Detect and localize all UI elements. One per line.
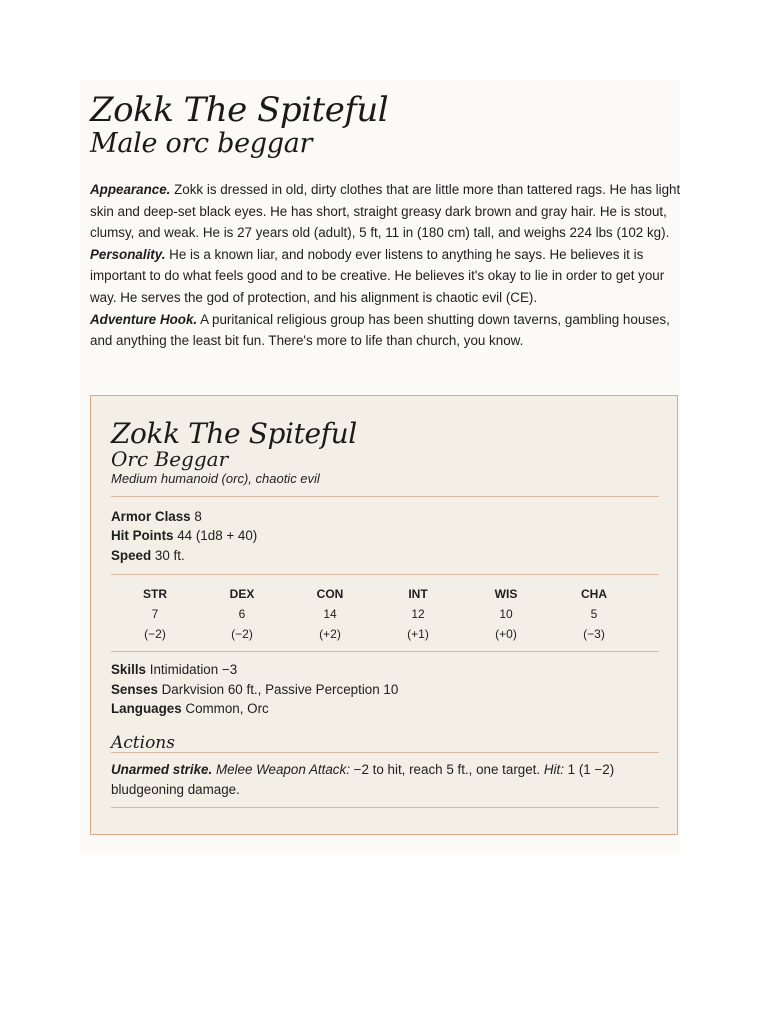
armor-class-value: 8 [190,509,202,524]
senses-value: Darkvision 60 ft., Passive Perception 10 [157,682,399,697]
ability-modifier: (+1) [407,627,429,641]
ability-modifier: (−2) [144,627,166,641]
ability-label: DEX [229,587,255,601]
ability-int [388,584,448,644]
ability-score: 6 [238,607,246,621]
personality-text: He is a known liar, and nobody ever listens to anything he says. He believes it is important to do what feels good and to be creative. He believes it's okay to lie in order to get your way. He serves the god of protection, and his alignment is chaotic evil (CE). [90,246,665,305]
hook-paragraph [90,309,686,352]
ability-str [125,584,185,644]
speed-label: Speed [111,548,152,563]
ability-label: CHA [581,587,607,601]
appearance-text: Zokk is dressed in old, dirty clothes that are little more than tattered rags. He has light skin and deep-set black eyes. He has short, straight greasy dark brown and gray hair. He is stout, clumsy, and weak. He is 27 years old (adult), 5 ft, 11 in (180 cm) tall, and weighs 224 lbs (102 kg). [90,182,681,241]
divider [111,752,659,753]
npc-subtitle: Male orc beggar [90,128,313,159]
ability-modifier: (+2) [319,627,341,641]
ability-score: 7 [151,607,159,621]
ability-con [300,584,360,644]
ability-score: 5 [590,607,598,621]
skills-line [111,660,237,679]
npc-description [90,179,686,352]
action-type: Melee Weapon Attack: [212,762,350,777]
languages-line [111,699,269,718]
action-damage: 1 (1 −2) bludgeoning damage. [111,762,615,797]
ability-cha [564,584,624,644]
languages-value: Common, Orc [181,701,269,716]
hit-points-line [111,526,257,545]
hit-points-label: Hit Points [111,528,174,543]
ability-wis [476,584,536,644]
ability-label: STR [143,587,167,601]
action-name: Unarmed strike. [111,762,213,777]
statblock-type: Orc Beggar [111,447,229,471]
npc-name: Zokk The Spiteful [90,90,389,130]
statblock-size-alignment: Medium humanoid (orc), chaotic evil [111,471,320,486]
armor-class-line [111,507,202,526]
senses-label: Senses [111,682,158,697]
action-hit-label: Hit: [543,762,564,777]
languages-label: Languages [111,701,182,716]
stat-block [90,395,678,835]
speed-value: 30 ft. [151,548,185,563]
hit-points-value: 44 (1d8 + 40) [173,528,258,543]
ability-modifier: (−2) [231,627,253,641]
hook-text: A puritanical religious group has been shutting down taverns, gambling houses, and anything the least bit fun. There's more to life than church, you know. [90,311,670,349]
ability-label: INT [408,587,428,601]
skills-value: Intimidation −3 [146,662,238,677]
speed-line [111,546,185,565]
senses-line [111,680,398,699]
actions-heading: Actions [111,733,175,753]
divider [111,574,659,575]
ability-label: CON [316,587,344,601]
hook-label: Adventure Hook. [90,311,198,327]
statblock-name: Zokk The Spiteful [111,417,357,450]
action-attack: −2 to hit, reach 5 ft., one target. [349,762,544,777]
ability-score: 12 [411,607,425,621]
divider [111,807,659,808]
ability-score: 14 [323,607,337,621]
personality-paragraph [90,244,686,309]
personality-label: Personality. [90,246,166,262]
ability-modifier: (−3) [583,627,605,641]
action-unarmed-strike [111,760,659,800]
armor-class-label: Armor Class [111,509,191,524]
ability-modifier: (+0) [495,627,517,641]
divider [111,496,659,497]
divider [111,651,659,652]
ability-score: 10 [499,607,513,621]
appearance-label: Appearance. [90,182,171,197]
skills-label: Skills [111,662,146,677]
ability-dex [212,584,272,644]
appearance-paragraph [90,179,686,244]
ability-label: WIS [494,587,518,601]
